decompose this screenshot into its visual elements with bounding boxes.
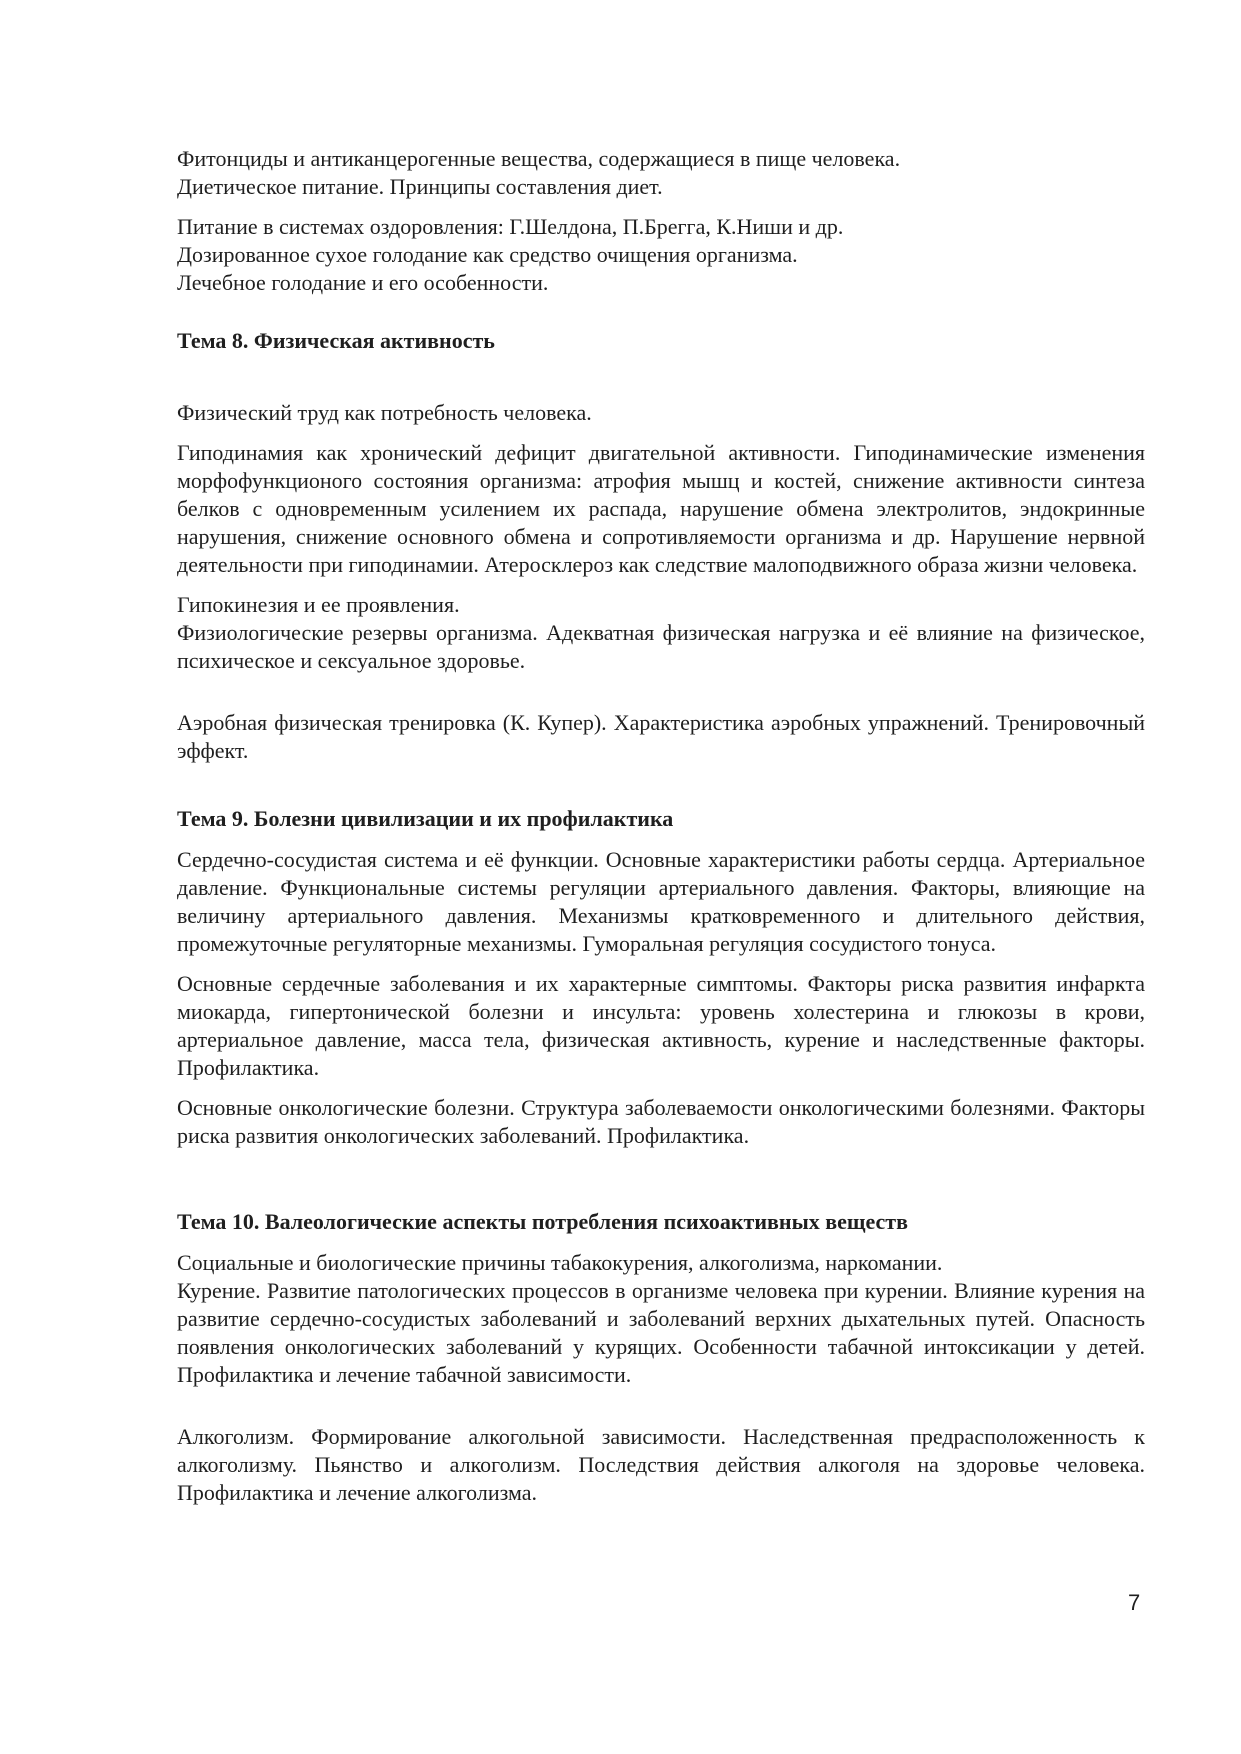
topic-8-paragraph-4: Аэробная физическая тренировка (К. Купер). Характеристика аэробных упражнений. Тренировочный эффект. [177, 710, 1145, 763]
topic-8-paragraph-1: Физический труд как потребность человека. [177, 400, 592, 425]
topic-10-heading: Тема 10. Валеологические аспекты потребления психоактивных веществ [177, 1209, 908, 1234]
topic-10-paragraph-1 [177, 1249, 1145, 1389]
page-content [177, 145, 1145, 1507]
topic-8-paragraph-3-line-2: Физиологические резервы организма. Адекватная физическая нагрузка и её влияние на физическое, психическое и сексуальное здоровье. [177, 620, 1145, 673]
intro-paragraph-2 [177, 213, 1145, 297]
topic-8-paragraph-3-line-1: Гипокинезия и ее проявления. [177, 592, 460, 617]
page-number: 7 [1128, 1590, 1141, 1615]
topic-9-paragraph-3: Основные онкологические болезни. Структура заболеваемости онкологическими болезнями. Факторы риска развития онкологических заболеваний. Профилактика. [177, 1095, 1145, 1148]
intro-line-2: Диетическое питание. Принципы составления диет. [177, 174, 663, 199]
topic-8-heading: Тема 8. Физическая активность [177, 328, 495, 353]
topic-10-paragraph-1-line-2: Курение. Развитие патологических процессов в организме человека при курении. Влияние курения на развитие сердечно-сосудистых заболеваний и заболеваний верхних дыхательных путей. Опасность появления онкологических заболеваний у курящих. Особенности табачной интоксикации у детей. Профилактика и лечение табачной зависимости. [177, 1278, 1145, 1387]
intro-paragraph-1 [177, 145, 1145, 201]
topic-9-paragraph-2: Основные сердечные заболевания и их характерные симптомы. Факторы риска развития инфаркта миокарда, гипертонической болезни и инсульта: уровень холестерина и глюкозы в крови, артериальное давление, масса тела, физическая активность, курение и наследственные факторы. Профилактика. [177, 971, 1145, 1080]
intro-line-4: Дозированное сухое голодание как средство очищения организма. [177, 242, 798, 267]
intro-line-3: Питание в системах оздоровления: Г.Шелдона, П.Брегга, К.Ниши и др. [177, 214, 844, 239]
intro-line-1: Фитонциды и антиканцерогенные вещества, содержащиеся в пище человека. [177, 146, 901, 171]
topic-10-paragraph-2: Алкоголизм. Формирование алкогольной зависимости. Наследственная предрасположенность к алкоголизму. Пьянство и алкоголизм. Последствия действия алкоголя на здоровье человека. Профилактика и лечение алкоголизма. [177, 1424, 1145, 1505]
topic-8-paragraph-2: Гиподинамия как хронический дефицит двигательной активности. Гиподинамические изменения морфофункционого состояния организма: атрофия мышц и костей, снижение активности синтеза белков с одновременным усилением их распада, нарушение обмена электролитов, эндокринные нарушения, снижение основного обмена и сопротивляемости организма и др. Нарушение нервной деятельности при гиподинамии. Атеросклероз как следствие малоподвижного образа жизни человека. [177, 440, 1145, 577]
intro-line-5: Лечебное голодание и его особенности. [177, 270, 549, 295]
topic-10-paragraph-1-line-1: Социальные и биологические причины табакокурения, алкоголизма, наркомании. [177, 1250, 943, 1275]
topic-9-paragraph-1: Сердечно-сосудистая система и её функции. Основные характеристики работы сердца. Артериальное давление. Функциональные системы регуляции артериального давления. Факторы, влияющие на величину артериального давления. Механизмы кратковременного и длительного действия, промежуточные регуляторные механизмы. Гуморальная регуляция сосудистого тонуса. [177, 847, 1145, 956]
topic-8-paragraph-3 [177, 591, 1145, 675]
topic-9-heading: Тема 9. Болезни цивилизации и их профилактика [177, 806, 674, 831]
